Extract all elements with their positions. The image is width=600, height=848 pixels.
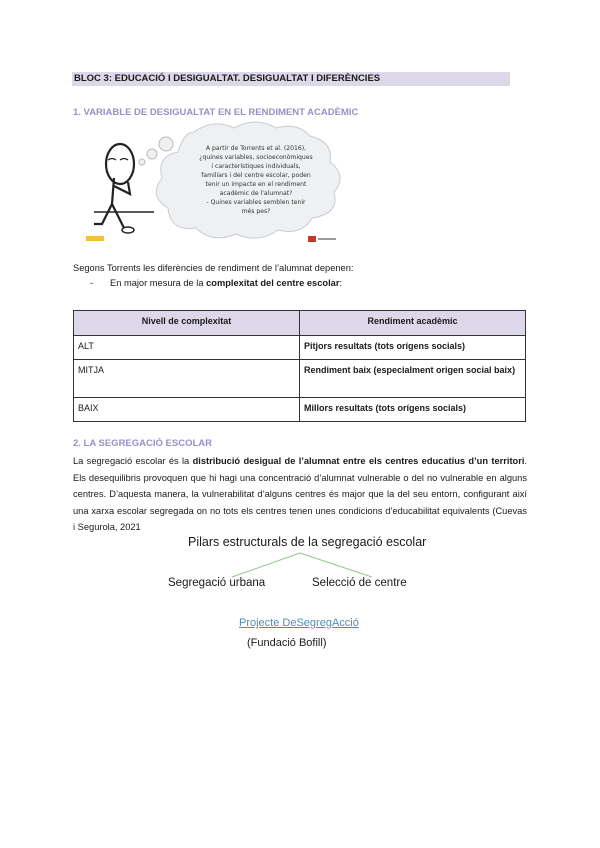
table-row — [74, 336, 526, 360]
segregation-pillars-diagram — [150, 535, 450, 655]
diagram-title: Pilars estructurals de la segregació escolar — [188, 535, 427, 549]
bubble-line-7: - Quines variables semblen tenir — [206, 199, 306, 206]
bullet-bold: complexitat del centre escolar — [206, 278, 340, 288]
table-cell-level: MITJA — [74, 360, 300, 398]
bubble-line-4: familiars i del centre escolar, poden — [201, 172, 311, 179]
bullet-prefix: En major mesura de la — [110, 278, 207, 288]
table-header-level: Nivell de complexitat — [74, 311, 300, 336]
bullet-dash: - — [90, 278, 94, 288]
bubble-line-8: més pes? — [241, 208, 271, 215]
diagram-left-node: Segregació urbana — [168, 577, 266, 589]
thinking-figure-illustration — [84, 120, 346, 248]
bullet-suffix: : — [339, 278, 343, 288]
yellow-mark — [86, 236, 104, 241]
diagram-right-node: Selecció de centre — [312, 577, 407, 589]
complexity-table — [73, 310, 526, 422]
bubble-line-6: acadèmic de l'alumnat? — [219, 190, 293, 197]
bloc-header: BLOC 3: EDUCACIÓ I DESIGUALTAT. DESIGUALTAT I DIFERÈNCIES — [72, 72, 510, 86]
intro-text: Segons Torrents les diferències de rendiment de l’alumnat depenen: — [73, 263, 354, 273]
seg-bold: distribució desigual de l’alumnat entre els centres educatius d’un territori — [192, 456, 525, 466]
section-2-title: 2. LA SEGREGACIÓ ESCOLAR — [73, 438, 212, 449]
section-1-title: 1. VARIABLE DE DESIGUALTAT EN EL RENDIMENT ACADÈMIC — [73, 107, 359, 118]
bubble-line-1: A partir de Torrents et al. (2016), — [205, 145, 307, 152]
table-header-result: Rendiment acadèmic — [300, 311, 526, 336]
table-cell-level: BAIX — [74, 398, 300, 422]
source-logo-icon — [308, 236, 336, 242]
diagram-subtitle: (Fundació Bofill) — [247, 637, 327, 649]
table-cell-result: Millors resultats (tots orígens socials) — [300, 398, 526, 422]
thinking-person-icon — [94, 144, 134, 228]
table-header-row — [74, 311, 526, 336]
bullet-complexity — [90, 278, 342, 288]
table-row — [74, 360, 526, 398]
bubble-line-5: tenir un impacte en el rendiment — [205, 181, 307, 188]
seg-rest: . Els desequilibris provoquen que hi hagi una concentració d’alumnat vulnerable o del no vulnerable en alguns centres. D’aquesta manera, la vulnerabilitat d’alguns centres és major que la del seu entorn, configurant així una xarxa escolar segregada on no tots els centres tenen unes condicions d’educabilitat equivalents (Cuevas i Segurola, 2021 — [73, 456, 528, 533]
bubble-line-3: i característiques individuals, — [211, 163, 301, 170]
bubble-line-2: ¿quines variables, socioeconòmiques — [199, 154, 313, 161]
table-row — [74, 398, 526, 422]
desegregaccio-link[interactable]: Projecte DeSegregAcció — [239, 617, 359, 629]
segregation-paragraph — [73, 453, 527, 536]
table-cell-level: ALT — [74, 336, 300, 360]
table-cell-result: Rendiment baix (especialment origen social baix) — [300, 360, 526, 398]
table-cell-result: Pitjors resultats (tots orígens socials) — [300, 336, 526, 360]
seg-prefix: La segregació escolar és la — [73, 456, 193, 466]
